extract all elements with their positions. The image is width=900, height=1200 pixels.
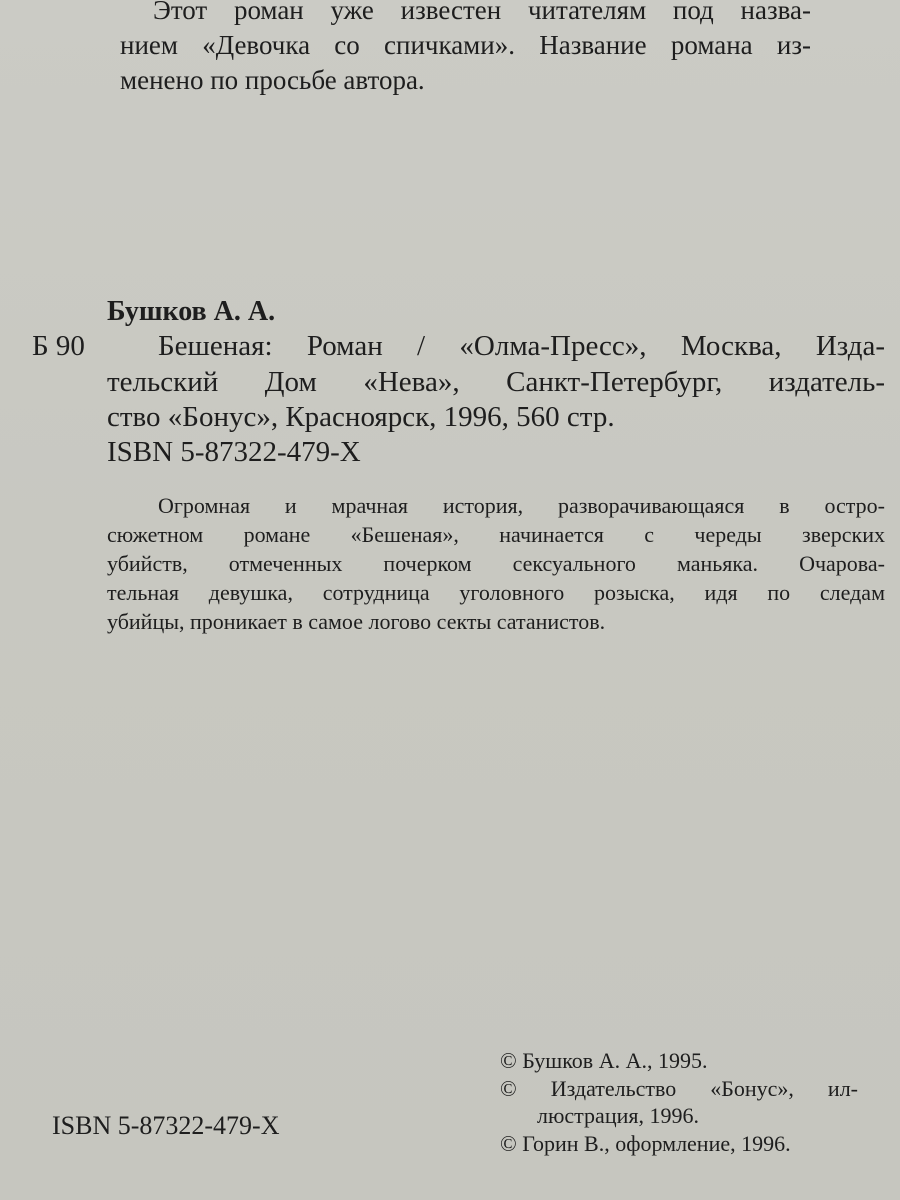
copyright-line: © Издательство «Бонус», ил-	[500, 1076, 858, 1101]
annotation-line: тельная девушка, сотрудница уголовного розыска, идя по следам	[107, 580, 885, 605]
footer-isbn: ISBN 5-87322-479-X	[52, 1111, 280, 1140]
author-name: Бушков А. А.	[107, 296, 276, 327]
note-line: менено по просьбе автора.	[120, 65, 425, 95]
copyright-line: люстрация, 1996.	[537, 1103, 699, 1128]
annotation-line: сюжетном романе «Бешеная», начинается с череды зверских	[107, 522, 885, 547]
annotation-line: Огромная и мрачная история, разворачивающаяся в остро-	[158, 493, 885, 518]
copyright-line: © Горин В., оформление, 1996.	[500, 1131, 791, 1156]
catalog-line: тельский Дом «Нева», Санкт-Петербург, издатель-	[107, 366, 885, 398]
copyright-line: © Бушков А. А., 1995.	[500, 1048, 708, 1073]
annotation-line: убийцы, проникает в самое логово секты сатанистов.	[107, 609, 606, 634]
note-line: Этот роман уже известен читателям под назва-	[153, 0, 811, 25]
annotation-line: убийств, отмеченных почерком сексуального маньяка. Очарова-	[107, 551, 885, 576]
note-line: нием «Девочка со спичками». Название романа из-	[120, 30, 811, 60]
catalog-code: Б 90	[32, 330, 85, 362]
catalog-line: ство «Бонус», Красноярск, 1996, 560 стр.	[107, 401, 615, 433]
catalog-line: Бешеная: Роман / «Олма-Пресс», Москва, Изда-	[158, 330, 885, 362]
isbn-line: ISBN 5-87322-479-X	[107, 436, 361, 468]
